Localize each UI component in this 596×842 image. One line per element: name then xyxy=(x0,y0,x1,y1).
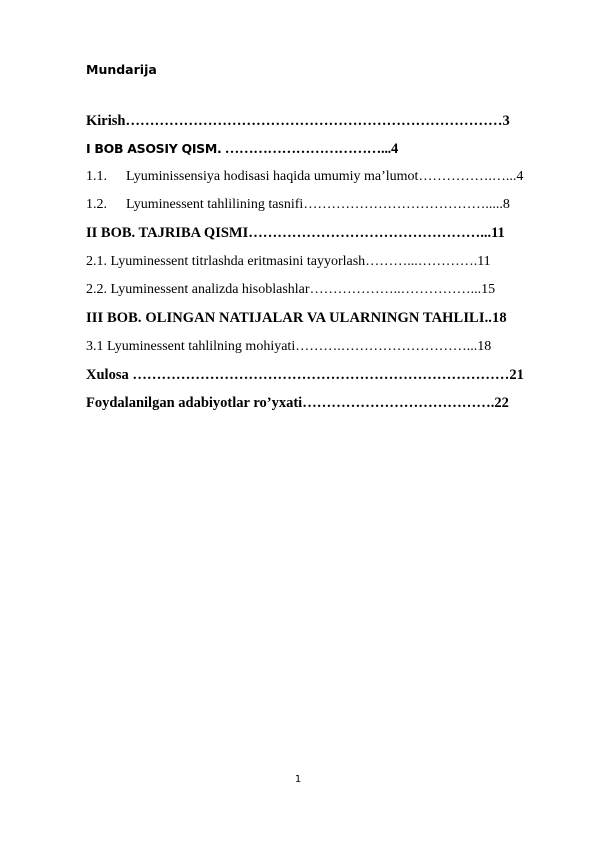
toc-entry-text: 2.1. Lyuminessent titrlashda eritmasini tayyorlash xyxy=(86,254,366,269)
toc-entry-dots: …………………………………. xyxy=(302,395,495,411)
toc-entry-text: 3.1 Lyuminessent tahlilning mohiyati xyxy=(86,339,296,354)
toc-entry-page: 4 xyxy=(516,169,524,184)
toc-entry-dots: ……………………………... xyxy=(221,141,391,157)
toc-entry-text: Kirish xyxy=(86,113,126,129)
toc-entry-2-1 xyxy=(86,255,491,269)
toc-entry-dots: …………………………………..... xyxy=(303,197,503,212)
toc-entry-dots: …………………………………………………………………… xyxy=(125,113,503,129)
toc-entry-page: 22 xyxy=(494,395,509,411)
toc-entry-page: 15 xyxy=(481,282,496,297)
toc-entry-number: 1.2. xyxy=(86,197,107,212)
toc-entry-1-1 xyxy=(86,170,523,184)
toc-entry-dots: …………………………………………... xyxy=(248,225,492,241)
toc-entry-bob1 xyxy=(86,142,398,157)
toc-entry-dots: …………………………………………………………………… xyxy=(128,367,510,383)
toc-entry-page: 18 xyxy=(492,310,507,326)
toc-entry-text: Lyuminessent tahlilining tasnifi xyxy=(126,197,304,212)
toc-entry-text: III BOB. OLINGAN NATIJALAR VA ULARNINGN TAHLILI xyxy=(86,310,485,326)
toc-entry-page: 18 xyxy=(477,339,492,354)
toc-entry-bob3 xyxy=(86,311,507,326)
toc-entry-text: 2.2. Lyuminessent analizda hisoblashlar xyxy=(86,282,310,297)
toc-entry-dots: …………….…... xyxy=(418,169,517,184)
toc-entry-text: Foydalanilgan adabiyotlar ro’yxati xyxy=(86,395,303,411)
toc-title: Mundarija xyxy=(86,62,157,77)
toc-entry-dots: ………………..……………... xyxy=(309,282,482,297)
toc-entry-text: Lyuminissensiya hodisasi haqida umumiy ma’lumot xyxy=(126,169,419,184)
toc-entry-page: 4 xyxy=(390,141,398,157)
toc-entry-dots: ………...…………. xyxy=(365,254,478,269)
toc-entry-page: 8 xyxy=(502,197,510,212)
toc-entry-kirish xyxy=(86,114,510,129)
toc-entry-foydalanilgan xyxy=(86,396,509,411)
toc-entry-dots: ……….………………………... xyxy=(295,339,478,354)
toc-entry-page: 3 xyxy=(502,113,510,129)
toc-entry-text: II BOB. TAJRIBA QISMI xyxy=(86,225,249,241)
toc-entry-bob2 xyxy=(86,226,505,241)
toc-entry-page: 11 xyxy=(477,254,491,269)
toc-entry-xulosa xyxy=(86,368,524,383)
toc-entry-page: 11 xyxy=(491,225,505,241)
toc-entry-text: I BOB ASOSIY QISM. xyxy=(86,141,222,156)
toc-entry-2-2 xyxy=(86,283,495,297)
toc-entry-text: Xulosa xyxy=(86,367,129,383)
page-number: 1 xyxy=(294,774,302,785)
toc-entry-3-1 xyxy=(86,340,491,354)
toc-entry-page: 21 xyxy=(509,367,524,383)
toc-entry-1-2 xyxy=(86,198,510,212)
toc-entry-dots: .. xyxy=(484,310,493,326)
toc-entry-number: 1.1. xyxy=(86,169,107,184)
